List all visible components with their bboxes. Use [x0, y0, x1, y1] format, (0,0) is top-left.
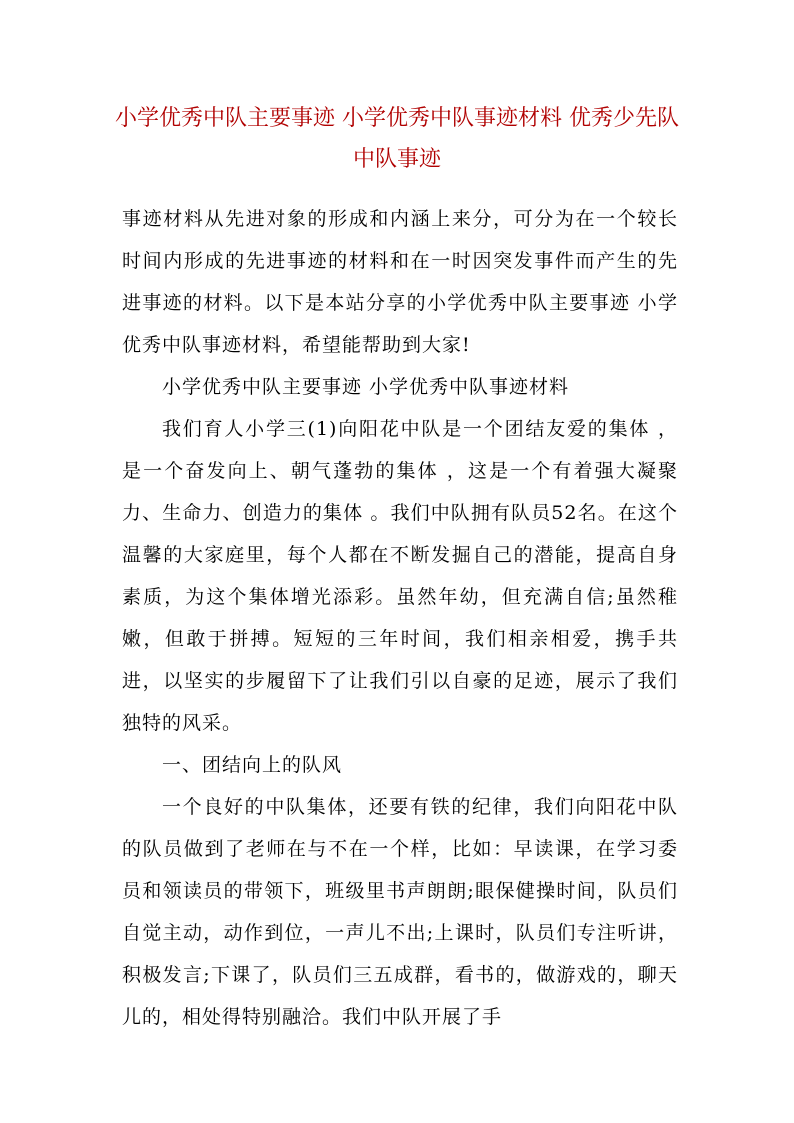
intro-paragraph: 事迹材料从先进对象的形成和内涵上来分，可分为在一个较长时间内形成的先进事迹的材料和在一时因突发事件而产生的先进事迹的材料。以下是本站分享的小学优秀中队主要事迹 小学优秀中队事迹材料，希望能帮助到大家!: [122, 208, 678, 356]
body-paragraph: 一个良好的中队集体，还要有铁的纪律，我们向阳花中队的队员做到了老师在与不在一个样，比如：早读课，在学习委员和领读员的带领下，班级里书声朗朗;眼保健操时间，队员们自觉主动，动作到位，一声儿不出;上课时，队员们专注听讲，积极发言;下课了，队员们三五成群，看书的，做游戏的，聊天儿的，相处得特别融洽。我们中队开展了手: [122, 796, 678, 1028]
body-paragraph: 我们育人小学三(1)向阳花中队是一个团结友爱的集体 ，是一个奋发向上、朝气蓬勃的集体 ，这是一个有着强大凝聚力、生命力、创造力的集体 。我们中队拥有队员52名。在这个温馨的大家庭里，每个人都在不断发掘自己的潜能，提高自身素质，为这个集体增光添彩。虽然年幼，但充满自信;虽然稚嫩，但敢于拼搏。短短的三年时间，我们相亲相爱，携手共进，以坚实的步履留下了让我们引以自豪的足迹，展示了我们独特的风采。: [122, 418, 678, 734]
document-title: 小学优秀中队主要事迹 小学优秀中队事迹材料 优秀少先队中队事迹: [115, 106, 679, 172]
section-heading: 小学优秀中队主要事迹 小学优秀中队事迹材料: [162, 376, 570, 398]
document-body: [122, 198, 678, 1038]
subsection-heading: 一、团结向上的队风: [162, 754, 343, 776]
